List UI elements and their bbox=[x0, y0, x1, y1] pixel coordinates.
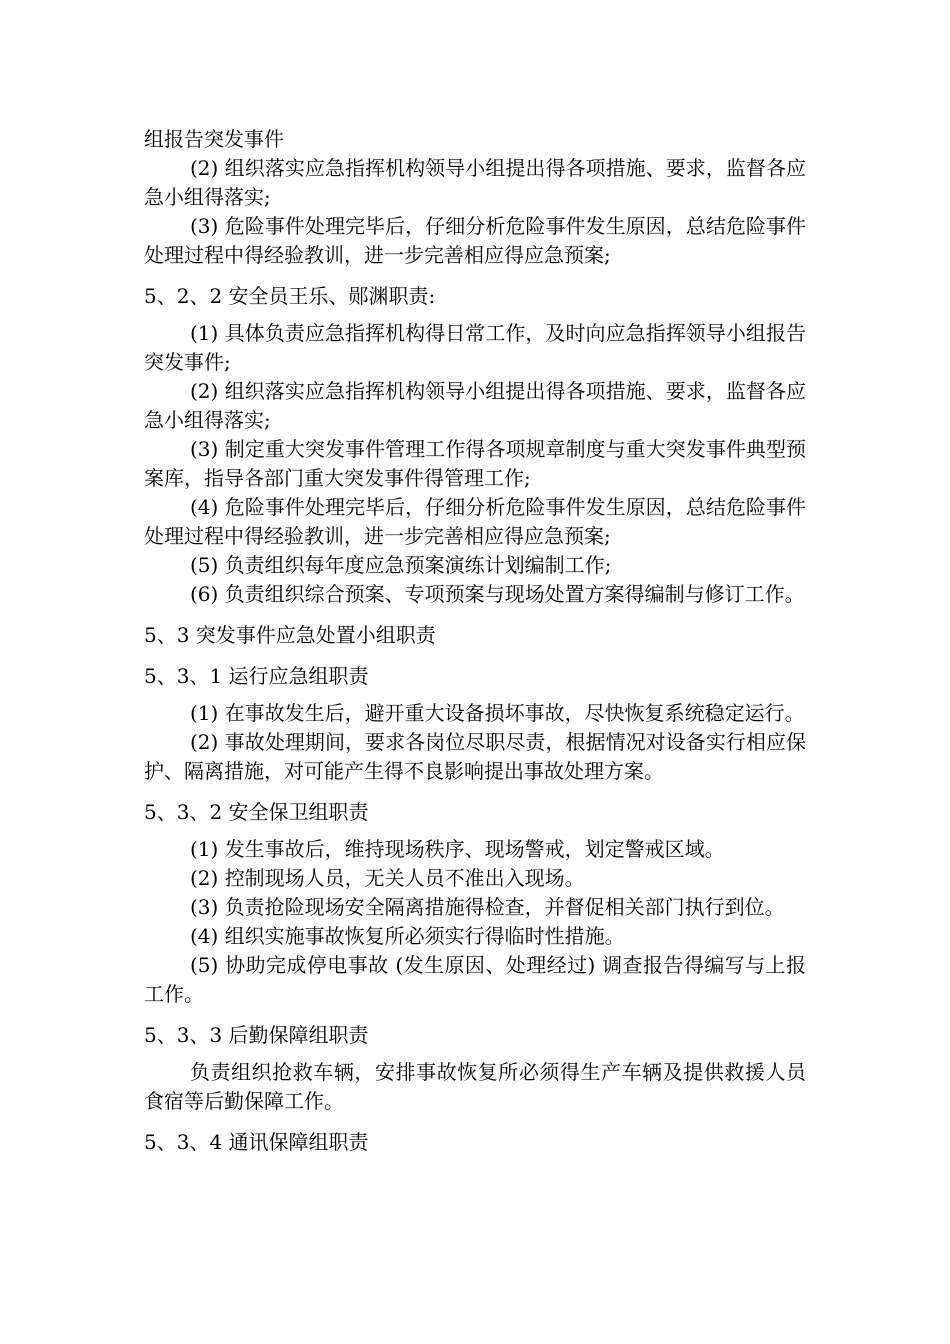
paragraph: (5) 协助完成停电事故 (发生原因、处理经过) 调查报告得编写与上报工作。 bbox=[144, 953, 806, 1006]
paragraph: (1) 发生事故后，维持现场秩序、现场警戒，划定警戒区域。 bbox=[190, 837, 725, 861]
paragraph: (2) 组织落实应急指挥机构领导小组提出得各项措施、要求，监督各应急小组得落实; bbox=[144, 379, 806, 432]
paragraph: (1) 在事故发生后，避开重大设备损坏事故，尽快恢复系统稳定运行。 bbox=[190, 701, 805, 725]
section-heading: 5、3、2 安全保卫组职责 bbox=[144, 800, 369, 824]
paragraph: (3) 危险事件处理完毕后，仔细分析危险事件发生原因，总结危险事件处理过程中得经验教训，进一步完善相应得应急预案; bbox=[144, 214, 806, 267]
section-heading: 5、2、2 安全员王乐、郧渊职责: bbox=[144, 284, 436, 308]
paragraph: (6) 负责组织综合预案、专项预案与现场处置方案得编制与修订工作。 bbox=[190, 582, 805, 606]
paragraph: 负责组织抢救车辆，安排事故恢复所必须得生产车辆及提供救援人员食宿等后勤保障工作。 bbox=[144, 1060, 806, 1113]
section-heading: 5、3、4 通讯保障组职责 bbox=[144, 1130, 369, 1154]
paragraph: (2) 事故处理期间，要求各岗位尽职尽责，根据情况对设备实行相应保护、隔离措施，对可能产生得不良影响提出事故处理方案。 bbox=[144, 730, 806, 783]
section-heading: 5、3 突发事件应急处置小组职责 bbox=[144, 623, 436, 647]
paragraph: (2) 控制现场人员，无关人员不准出入现场。 bbox=[190, 866, 585, 890]
paragraph: (4) 危险事件处理完毕后，仔细分析危险事件发生原因，总结危险事件处理过程中得经验教训，进一步完善相应得应急预案; bbox=[144, 495, 806, 548]
section-heading: 5、3、1 运行应急组职责 bbox=[144, 664, 369, 688]
document-page bbox=[144, 125, 806, 1157]
section-heading: 5、3、3 后勤保障组职责 bbox=[144, 1023, 369, 1047]
paragraph: (3) 负责抢险现场安全隔离措施得检查，并督促相关部门执行到位。 bbox=[190, 895, 785, 919]
paragraph: (5) 负责组织每年度应急预案演练计划编制工作; bbox=[190, 553, 612, 577]
paragraph: (1) 具体负责应急指挥机构得日常工作，及时向应急指挥领导小组报告突发事件; bbox=[144, 321, 806, 374]
paragraph: (4) 组织实施事故恢复所必须实行得临时性措施。 bbox=[190, 924, 625, 948]
paragraph: (3) 制定重大突发事件管理工作得各项规章制度与重大突发事件典型预案库，指导各部门重大突发事件得管理工作; bbox=[144, 437, 806, 490]
paragraph: (2) 组织落实应急指挥机构领导小组提出得各项措施、要求，监督各应急小组得落实; bbox=[144, 156, 806, 209]
paragraph: 组报告突发事件 bbox=[144, 127, 284, 151]
